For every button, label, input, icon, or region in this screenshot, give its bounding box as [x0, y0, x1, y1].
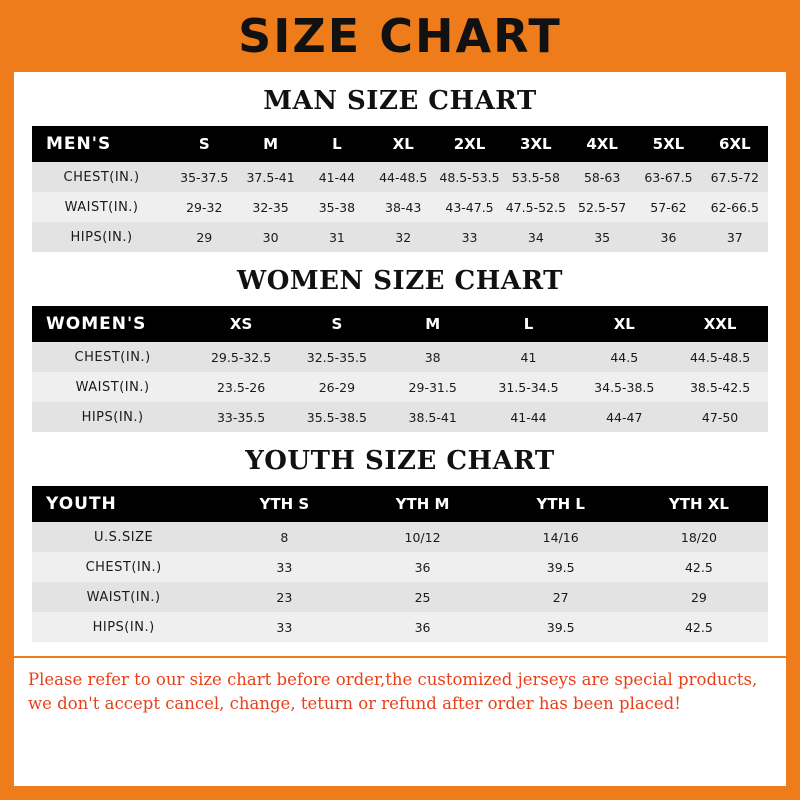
- women-waist-xl: 34.5-38.5: [576, 372, 672, 402]
- youth-col-xl: YTH XL: [630, 486, 768, 522]
- women-chest-m: 38: [385, 342, 481, 372]
- women-chest-xs: 29.5-32.5: [193, 342, 289, 372]
- women-row-label-hips: HIPS(IN.): [32, 402, 193, 432]
- women-waist-s: 26-29: [289, 372, 385, 402]
- men-hips-6xl: 37: [702, 222, 768, 252]
- men-table-head: [32, 126, 768, 162]
- men-hips-2xl: 33: [436, 222, 502, 252]
- men-col-4xl: 4XL: [569, 126, 635, 162]
- men-waist-l: 35-38: [304, 192, 370, 222]
- women-col-m: M: [385, 306, 481, 342]
- table-row: [32, 552, 768, 582]
- men-row-label-chest: CHEST(IN.): [32, 162, 171, 192]
- table-row: [32, 222, 768, 252]
- youth-row-label-ussize: U.S.SIZE: [32, 522, 215, 552]
- men-hips-xl: 32: [370, 222, 436, 252]
- women-hips-s: 35.5-38.5: [289, 402, 385, 432]
- order-policy-note-line2: we don't accept cancel, change, teturn or refund after order has been placed!: [28, 693, 681, 713]
- men-row-label-waist: WAIST(IN.): [32, 192, 171, 222]
- youth-waist-s: 23: [215, 582, 353, 612]
- men-waist-4xl: 52.5-57: [569, 192, 635, 222]
- youth-ussize-l: 14/16: [492, 522, 630, 552]
- men-chest-6xl: 67.5-72: [702, 162, 768, 192]
- men-col-6xl: 6XL: [702, 126, 768, 162]
- women-waist-xxl: 38.5-42.5: [672, 372, 768, 402]
- order-policy-note-line1: Please refer to our size chart before order,the customized jerseys are special products,: [28, 670, 758, 689]
- youth-waist-l: 27: [492, 582, 630, 612]
- women-hips-m: 38.5-41: [385, 402, 481, 432]
- youth-chest-l: 39.5: [492, 552, 630, 582]
- men-waist-3xl: 47.5-52.5: [503, 192, 569, 222]
- men-col-xl: XL: [370, 126, 436, 162]
- youth-ussize-xl: 18/20: [630, 522, 768, 552]
- youth-hips-xl: 42.5: [630, 612, 768, 642]
- men-section-title: MAN SIZE CHART: [263, 86, 537, 116]
- page-header-band: [0, 0, 800, 72]
- men-chest-xl: 44-48.5: [370, 162, 436, 192]
- youth-size-section: [14, 446, 786, 642]
- table-row: [32, 612, 768, 642]
- women-size-table: [32, 306, 768, 432]
- women-waist-m: 29-31.5: [385, 372, 481, 402]
- men-size-section: [14, 86, 786, 252]
- men-chest-s: 35-37.5: [171, 162, 237, 192]
- men-hips-5xl: 36: [635, 222, 701, 252]
- men-row-label-header: MEN'S: [32, 126, 171, 162]
- youth-chest-m: 36: [353, 552, 491, 582]
- youth-row-label-hips: HIPS(IN.): [32, 612, 215, 642]
- table-row: [32, 162, 768, 192]
- table-row: [32, 192, 768, 222]
- men-chest-4xl: 58-63: [569, 162, 635, 192]
- men-size-table: [32, 126, 768, 252]
- men-hips-4xl: 35: [569, 222, 635, 252]
- women-size-section: [14, 266, 786, 432]
- youth-ussize-m: 10/12: [353, 522, 491, 552]
- youth-table-body: [32, 522, 768, 642]
- table-row: [32, 402, 768, 432]
- men-chest-l: 41-44: [304, 162, 370, 192]
- men-waist-5xl: 57-62: [635, 192, 701, 222]
- youth-hips-l: 39.5: [492, 612, 630, 642]
- men-waist-s: 29-32: [171, 192, 237, 222]
- youth-row-label-waist: WAIST(IN.): [32, 582, 215, 612]
- order-policy-note: [14, 656, 786, 716]
- men-hips-m: 30: [237, 222, 303, 252]
- women-table-body: [32, 342, 768, 432]
- youth-section-title: YOUTH SIZE CHART: [245, 446, 555, 476]
- women-col-xxl: XXL: [672, 306, 768, 342]
- youth-row-label-chest: CHEST(IN.): [32, 552, 215, 582]
- women-waist-xs: 23.5-26: [193, 372, 289, 402]
- women-hips-xl: 44-47: [576, 402, 672, 432]
- women-chest-l: 41: [481, 342, 577, 372]
- table-row: [32, 522, 768, 552]
- women-col-xl: XL: [576, 306, 672, 342]
- women-hips-l: 41-44: [481, 402, 577, 432]
- men-chest-3xl: 53.5-58: [503, 162, 569, 192]
- men-chest-m: 37.5-41: [237, 162, 303, 192]
- youth-chest-xl: 42.5: [630, 552, 768, 582]
- page-title: SIZE CHART: [238, 9, 562, 63]
- youth-header-row: [32, 486, 768, 522]
- men-col-5xl: 5XL: [635, 126, 701, 162]
- youth-waist-xl: 29: [630, 582, 768, 612]
- table-row: [32, 342, 768, 372]
- youth-col-l: YTH L: [492, 486, 630, 522]
- women-chest-xl: 44.5: [576, 342, 672, 372]
- men-waist-m: 32-35: [237, 192, 303, 222]
- youth-col-m: YTH M: [353, 486, 491, 522]
- men-col-l: L: [304, 126, 370, 162]
- men-chest-2xl: 48.5-53.5: [436, 162, 502, 192]
- men-waist-2xl: 43-47.5: [436, 192, 502, 222]
- women-col-xs: XS: [193, 306, 289, 342]
- men-col-3xl: 3XL: [503, 126, 569, 162]
- women-chest-s: 32.5-35.5: [289, 342, 385, 372]
- youth-hips-m: 36: [353, 612, 491, 642]
- men-col-2xl: 2XL: [436, 126, 502, 162]
- youth-ussize-s: 8: [215, 522, 353, 552]
- men-col-m: M: [237, 126, 303, 162]
- youth-col-s: YTH S: [215, 486, 353, 522]
- table-row: [32, 372, 768, 402]
- women-table-head: [32, 306, 768, 342]
- women-section-title: WOMEN SIZE CHART: [237, 266, 563, 296]
- women-row-label-chest: CHEST(IN.): [32, 342, 193, 372]
- men-hips-l: 31: [304, 222, 370, 252]
- youth-table-head: [32, 486, 768, 522]
- women-hips-xs: 33-35.5: [193, 402, 289, 432]
- men-waist-xl: 38-43: [370, 192, 436, 222]
- women-row-label-header: WOMEN'S: [32, 306, 193, 342]
- women-chest-xxl: 44.5-48.5: [672, 342, 768, 372]
- table-row: [32, 582, 768, 612]
- page-footer-band: [0, 786, 800, 800]
- youth-row-label-header: YOUTH: [32, 486, 215, 522]
- men-header-row: [32, 126, 768, 162]
- men-hips-3xl: 34: [503, 222, 569, 252]
- women-waist-l: 31.5-34.5: [481, 372, 577, 402]
- men-waist-6xl: 62-66.5: [702, 192, 768, 222]
- men-table-body: [32, 162, 768, 252]
- youth-size-table: [32, 486, 768, 642]
- women-col-l: L: [481, 306, 577, 342]
- women-col-s: S: [289, 306, 385, 342]
- men-row-label-hips: HIPS(IN.): [32, 222, 171, 252]
- men-hips-s: 29: [171, 222, 237, 252]
- women-row-label-waist: WAIST(IN.): [32, 372, 193, 402]
- men-chest-5xl: 63-67.5: [635, 162, 701, 192]
- men-col-s: S: [171, 126, 237, 162]
- youth-hips-s: 33: [215, 612, 353, 642]
- youth-waist-m: 25: [353, 582, 491, 612]
- women-hips-xxl: 47-50: [672, 402, 768, 432]
- youth-chest-s: 33: [215, 552, 353, 582]
- women-header-row: [32, 306, 768, 342]
